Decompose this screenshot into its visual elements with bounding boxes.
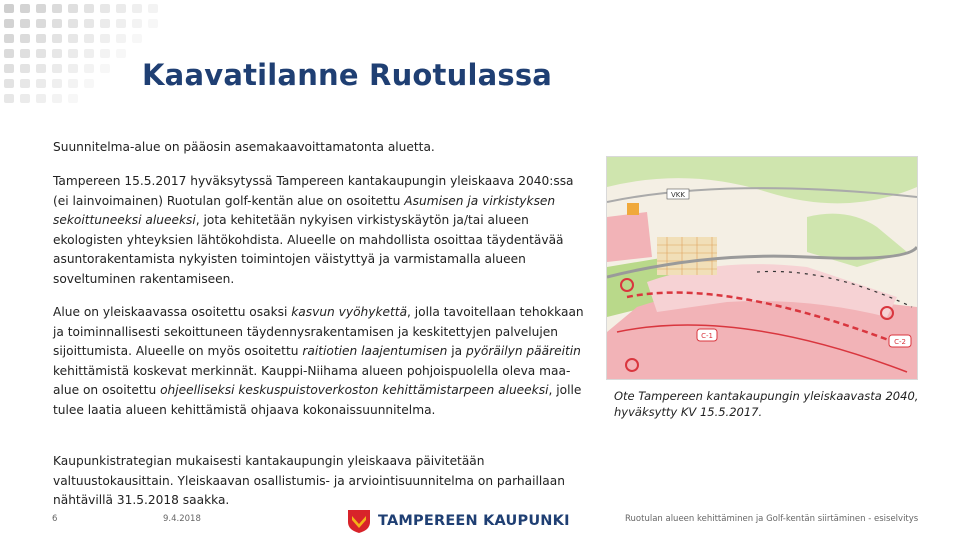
corner-decoration-pattern <box>0 0 170 110</box>
map-label-c2: C-2 <box>894 338 906 346</box>
page-title: Kaavatilanne Ruotulassa <box>142 58 553 92</box>
city-logo <box>346 508 570 534</box>
page-number: 6 <box>52 514 58 524</box>
tampere-crest-icon <box>346 508 372 534</box>
paragraph-intro: Suunnitelma-alue on pääosin asemakaavoittamatonta aluetta. <box>53 140 435 154</box>
paragraph-yleiskaava: Tampereen 15.5.2017 hyväksytyssä Tampereen kantakaupungin yleiskaava 2040:ssa (ei lainvoimainen) Ruotulan golf-kentän alue on osoitettu Asumisen ja virkistyksen sekoittuneeksi alueeksi, jota kehitetään nykyisen virkistyskäytön ja/tai alueen ekologisten yhteyksien lähtökohdista. Alueelle on mahdollista osoittaa täydentävää asuntorakentamista nykyisten toimintojen väistyttyä ja varmistamalla alueen soveltuminen rakentamiseen. <box>53 174 574 286</box>
footer-note: Ruotulan alueen kehittäminen ja Golf-kentän siirtäminen - esiselvitys <box>625 514 919 524</box>
map-label-c1: C-1 <box>701 332 713 340</box>
logo-text: TAMPEREEN KAUPUNKI <box>378 513 570 529</box>
paragraph-kasvun-vyohyke: Alue on yleiskaavassa osoitettu osaksi kasvun vyöhykettä, jolla tavoitellaan tehokkaan ja toiminnallisesti sekoittuneen täydennysrakentamisen ja keskitettyjen palvelujen sijoittumista. Alueelle on myös osoitettu raitiotien laajentumisen ja pyöräilyn pääreitin kehittämistä koskevat merkinnät. Kauppi-Niihama alueen pohjoispuolella oleva maa-alue on osoitettu ohjeelliseksi keskuspuistoverkoston kehittämistarpeen alueeksi, jolle tulee laatia alueen kehittämistä ohjaava kokonaissuunnitelma. <box>53 305 584 417</box>
paragraph-kaupunkistrategia: Kaupunkistrategian mukaisesti kantakaupungin yleiskaava päivitetään valtuustokausittain. Yleiskaavan osallistumis- ja arviointisuunnitelma on parhaillaan nähtävillä 31.5.2018 saakka. <box>53 454 565 507</box>
map-caption: Ote Tampereen kantakaupungin yleiskaavasta 2040, hyväksytty KV 15.5.2017. <box>614 389 919 419</box>
map-excerpt-image <box>606 156 918 380</box>
footer-date: 9.4.2018 <box>163 514 201 524</box>
map-label-vkk: VKK <box>671 191 685 199</box>
